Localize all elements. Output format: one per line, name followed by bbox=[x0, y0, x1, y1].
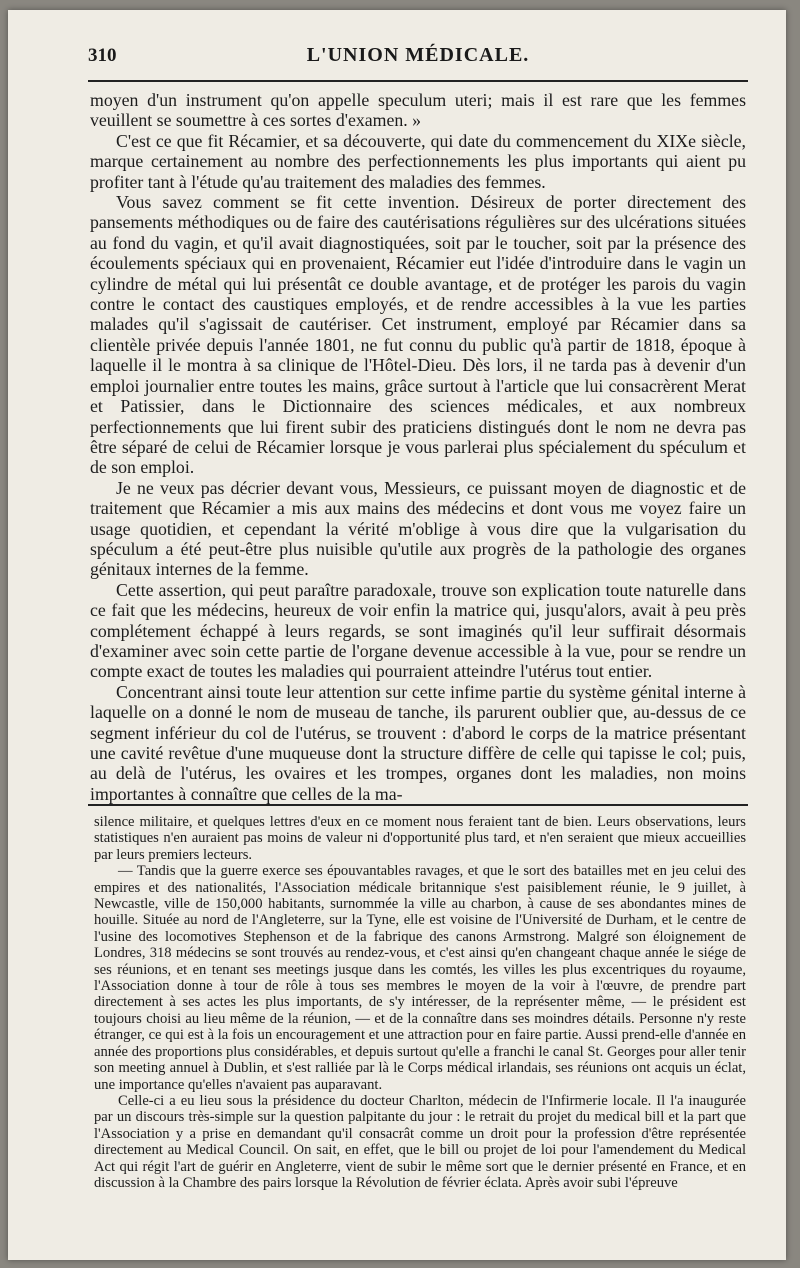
document-page bbox=[8, 10, 786, 1260]
page-header bbox=[88, 44, 748, 72]
feuilleton-paragraph-1: silence militaire, et quelques lettres d'eux en ce moment nous feraient tant de bien. Leurs observations, leurs statistiques n'en auraient pas moins de valeur ni d'opportunité plus tard, et n'en seraient que mieux accueillies par leurs premiers lecteurs. bbox=[94, 814, 746, 863]
page-number: 310 bbox=[88, 45, 117, 66]
main-paragraph-3: Vous savez comment se fit cette invention. Désireux de porter directement des pansements méthodiques ou de faire des cautérisations régulières sur des ulcérations situées au fond du vagin, et qu'il avait diagnostiquées, soit par le toucher, soit par la présence des écoulements spéciaux qui en provenaient, Récamier eut l'idée d'introduire dans le vagin un cylindre de métal qui lui présentât ce double avantage, et de protéger les parois du vagin contre le contact des caustiques employés, et de rendre accessibles à la vue les parties malades qu'il s'agissait de cautériser. Cet instrument, employé par Récamier dans sa clientèle privée depuis l'année 1801, ne fut connu du public qu'à partir de 1818, époque à laquelle il le montra à sa clinique de l'Hôtel-Dieu. Dès lors, il ne tarda pas à devenir d'un emploi journalier entre toutes les mains, grâce surtout à l'article que lui consacrèrent Merat et Patissier, dans le Dictionnaire des sciences médicales, et aux nombreux perfectionnements que lui firent subir des praticiens distingués dont le nom ne devra pas être séparé de celui de Récamier lorsque je vous parlerai plus spécialement du spéculum et de son emploi. bbox=[90, 192, 746, 478]
feuilleton-rule bbox=[88, 804, 748, 806]
feuilleton-paragraph-3: Celle-ci a eu lieu sous la présidence du docteur Charlton, médecin de l'Infirmerie locale. Il l'a inaugurée par un discours très-simple sur la question palpitante du jour : le retrait du projet du medical bill et la part que l'Association y a prise en demandant qu'il consacrât comme un droit pour la profession d'être représentée directement au Medical Council. On sait, en effet, que le bill ou projet de loi pour l'amendement du Medical Act qui régit l'art de guérir en Angleterre, vient de subir le même sort que le dernier présenté en France, et en discussion à la Chambre des pairs lorsque la Révolution de février éclata. Après avoir subi l'épreuve bbox=[94, 1092, 746, 1191]
main-paragraph-5: Cette assertion, qui peut paraître paradoxale, trouve son explication toute naturelle dans ce fait que les médecins, heureux de voir enfin la matrice qui, jusqu'alors, avait à peu près complétement échappé à leurs regards, se sont imaginés qu'il leur suffirait désormais d'examiner avec soin cette partie de l'organe devenue accessible à la vue, pour se rendre un compte exact de toutes les maladies qui pourraient atteindre l'utérus tout entier. bbox=[90, 579, 746, 682]
header-rule bbox=[88, 80, 748, 82]
running-title: L'UNION MÉDICALE. bbox=[306, 44, 530, 66]
main-text bbox=[90, 90, 746, 804]
main-paragraph-6: Concentrant ainsi toute leur attention sur cette infime partie du système génital interne à laquelle on a donné le nom de museau de tanche, ils parurent oublier que, au-dessus de ce segment inférieur du col de l'utérus, se trouvent : d'abord le corps de la matrice présentant une cavité revêtue d'une muqueuse dont la structure diffère de celle qui tapisse le col; puis, au delà de l'utérus, les ovaires et les trompes, organes dont les maladies, non moins importantes à connaître que celles de la ma- bbox=[90, 681, 746, 804]
main-paragraph-1: moyen d'un instrument qu'on appelle speculum uteri; mais il est rare que les femmes veuillent se soumettre à ces sortes d'examen. » bbox=[90, 90, 746, 131]
main-paragraph-2: C'est ce que fit Récamier, et sa découverte, qui date du commencement du XIXe siècle, marque certainement au nombre des perfectionnements les plus importants qui aient pu profiter tant à l'étude qu'au traitement des maladies des femmes. bbox=[90, 130, 746, 192]
feuilleton-text bbox=[94, 814, 746, 1191]
feuilleton-paragraph-2: — Tandis que la guerre exerce ses épouvantables ravages, et que le sort des batailles met en jeu celui des empires et des nationalités, l'Association médicale britannique s'est paisiblement réunie, le 9 juillet, à Newcastle, ville de 150,000 habitants, surnommée la ville au charbon, à cause de ses abondantes mines de houille. Située au nord de l'Angleterre, sur la Tyne, elle est voisine de l'Université de Durham, et le centre de l'usine des locomotives Stephenson et de la fabrique des canons Armstrong. Malgré son éloignement de Londres, 318 médecins se sont trouvés au rendez-vous, et c'est ainsi qu'en changeant chaque année le siége de ses réunions, et en tenant ses meetings jusque dans les comtés, les villes les plus excentriques du royaume, l'Association donne à tour de rôle à tous ses membres le moyen de la voir à l'œuvre, de prendre part directement à ses actes les plus importants, de s'y intéresser, de la représenter même, — le président est toujours choisi au lieu même de la réunion, — et de la connaître dans ses moindres détails. Personne n'y reste étranger, ce qui est à la fois un encouragement et une attraction pour en faire partie. Aussi prend-elle d'année en année des proportions plus considérables, et depuis surtout qu'elle a franchi le canal St. Georges pour aller tenir son meeting annuel à Dublin, et s'est ralliée par là le Corps médical irlandais, ses réunions ont acquis un éclat, une importance qu'elles n'avaient pas auparavant. bbox=[94, 863, 746, 1093]
main-paragraph-4: Je ne veux pas décrier devant vous, Messieurs, ce puissant moyen de diagnostic et de traitement que Récamier a mis aux mains des médecins et dont vous me voyez faire un usage quotidien, et cependant la vérité m'oblige à vous dire que la vulgarisation du spéculum a été peut-être plus nuisible qu'utile aux progrès de la pathologie des organes génitaux internes de la femme. bbox=[90, 477, 746, 580]
